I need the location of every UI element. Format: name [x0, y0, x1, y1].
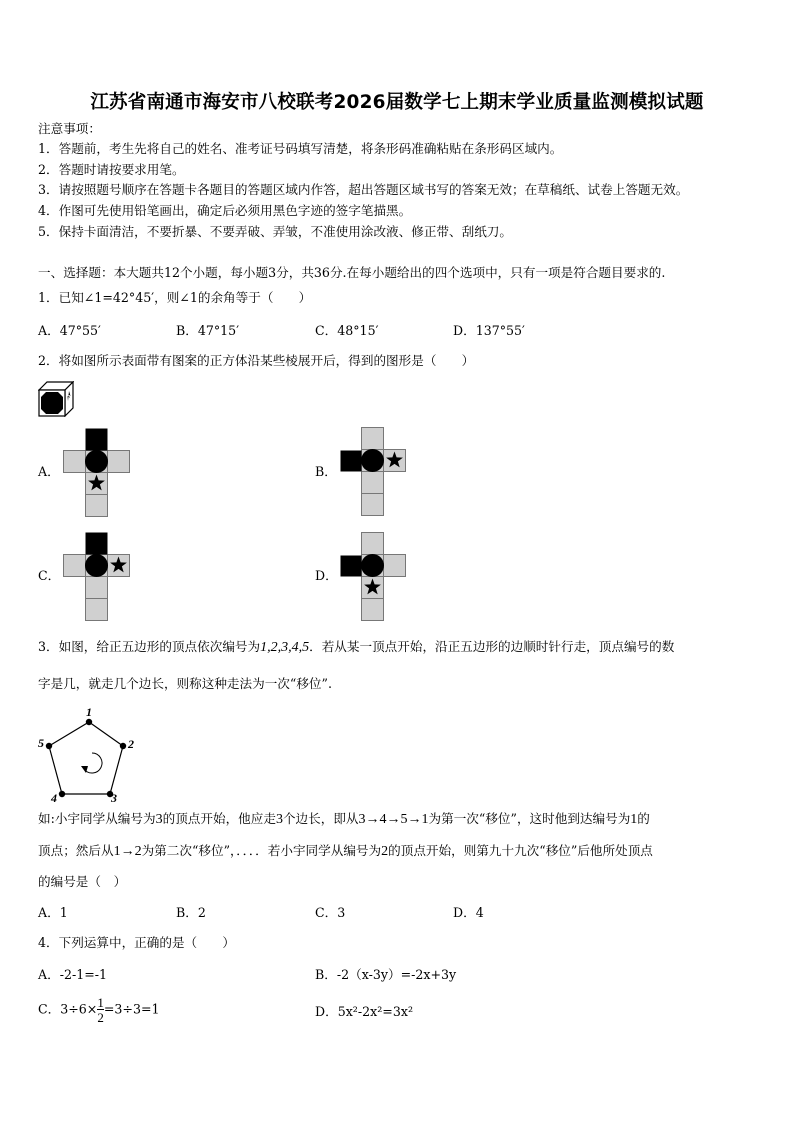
q4-option-d: D．5x²-2x²=3x²	[315, 1004, 413, 1019]
q1-stem: 1．已知∠1=42°45′，则∠1的余角等于（ ）	[38, 290, 312, 305]
q2-label-d: D．	[315, 568, 338, 583]
q2-net-b	[339, 427, 409, 517]
cube-figure	[38, 381, 74, 417]
q1-option-a: A．47°55′	[38, 323, 101, 338]
q1-option-c: C．48°15′	[315, 323, 379, 338]
q3-example-line2: 顶点；然后从1→2为第二次“移位”，．．．．若小宇同学从编号为2的顶点开始，则第九十九次“移位”后他所处顶点	[38, 843, 653, 859]
notice-item: 2．答题时请按要求用笔。	[38, 162, 185, 177]
q3-example-line1: 如:小宇同学从编号为3的顶点开始，他应走3个边长，即从3→4→5→1为第一次“移位”，这时他到达编号为1的	[38, 811, 650, 827]
q2-net-a	[63, 427, 131, 517]
q2-net-c	[63, 531, 133, 621]
q4-stem: 4．下列运算中，正确的是（ ）	[38, 935, 235, 950]
q3-line2: 字是几，就走几个边长，则称这种走法为一次“移位”.	[38, 676, 332, 691]
q3-option-a: A．1	[38, 905, 68, 920]
q4-option-b: B．-2（x-3y）=-2x+3y	[315, 967, 457, 982]
page-title: 江苏省南通市海安市八校联考2026届数学七上期末学业质量监测模拟试题	[90, 92, 704, 113]
vertex-label: 5	[38, 736, 44, 750]
q1-option-d: D．137°55′	[453, 323, 525, 338]
q3-option-d: D．4	[453, 905, 484, 920]
notice-item: 4．作图可先使用铅笔画出，确定后必须用黑色字迹的签字笔描黑。	[38, 203, 412, 218]
q2-stem: 2．将如图所示表面带有图案的正方体沿某些棱展开后，得到的图形是（ ）	[38, 353, 475, 368]
q2-label-b: B．	[315, 464, 337, 479]
vertex-label: 4	[51, 791, 57, 803]
q3-option-c: C．3	[315, 905, 346, 920]
q3-option-b: B．2	[176, 905, 206, 920]
pentagon-figure	[34, 703, 144, 803]
notice-heading: 注意事项：	[38, 121, 101, 136]
vertex-label: 1	[86, 705, 92, 719]
section-heading: 一、选择题：本大题共12个小题，每小题3分，共36分.在每小题给出的四个选项中，只有一项是符合题目要求的.	[38, 265, 666, 280]
q4-option-c: C．3÷6× $\frac{1}{2}$ =3÷3=1	[38, 995, 160, 1025]
notice-item: 3．请按照题号顺序在答题卡各题目的答题区域内作答，超出答题区域书写的答案无效；在草稿纸、试卷上答题无效。	[38, 182, 689, 197]
q1-option-b: B．47°15′	[176, 323, 240, 338]
notice-item: 5．保持卡面清洁，不要折暴、不要弄破、弄皱，不准使用涂改液、修正带、刮纸刀。	[38, 224, 512, 239]
q2-label-c: C．	[38, 568, 61, 583]
vertex-label: 3	[111, 791, 117, 803]
q3-example-line3: 的编号是（ ）	[38, 874, 127, 889]
q2-label-a: A．	[38, 464, 60, 479]
q3-line1: 3．如图，给正五边形的顶点依次编号为1,2,3,4,5．若从某一顶点开始，沿正五边形的边顺时针行走，顶点编号的数	[38, 639, 675, 655]
vertex-label: 2	[128, 737, 134, 751]
fraction: $\frac{1}{2}$	[97, 995, 104, 1025]
q2-net-d	[339, 531, 409, 621]
notice-item: 1．答题前，考生先将自己的姓名、准考证号码填写清楚，将条形码准确粘贴在条形码区域内。	[38, 141, 563, 156]
q4-option-a: A．-2-1=-1	[38, 967, 108, 982]
